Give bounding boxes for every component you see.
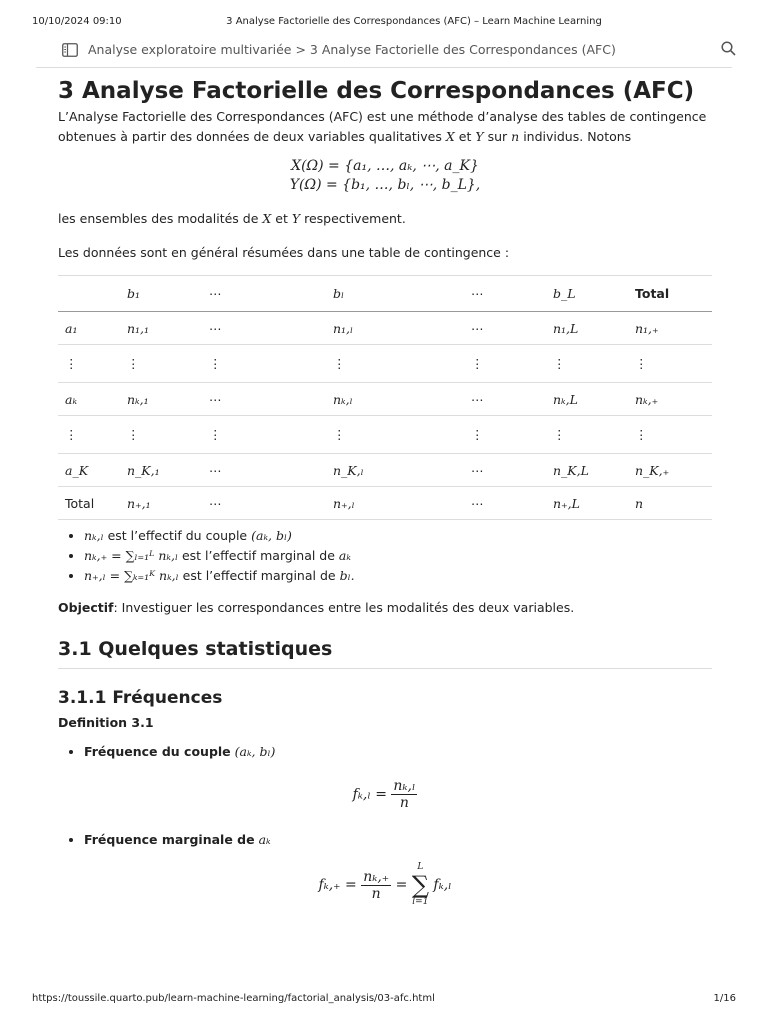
table-cell: ⋮ (58, 345, 120, 383)
table-cell: ⋮ (326, 345, 464, 383)
table-cell: ⋮ (628, 345, 712, 383)
table-cell: ⋮ (120, 345, 202, 383)
table-cell: ⋮ (546, 416, 628, 454)
definition-label: Definition 3.1 (58, 715, 154, 730)
search-icon[interactable] (721, 41, 736, 59)
page-number: 1/16 (713, 993, 736, 1004)
table-cell: ⋯ (202, 454, 326, 487)
table-cell: ⋮ (628, 416, 712, 454)
list-item: • Fréquence du couple (aₖ, bₗ) (84, 742, 712, 762)
equation-supports (58, 157, 712, 195)
summation-symbol: ∑ (411, 871, 429, 899)
table-cell: ⋯ (464, 487, 546, 520)
table-row (58, 345, 712, 383)
table-row (58, 383, 712, 416)
table-cell: ⋮ (326, 416, 464, 454)
table-cell: ⋯ (464, 383, 546, 416)
objectif-text: : Investiguer les correspondances entre les modalités des deux variables. (113, 600, 575, 615)
list-item: • nₖ,ₗ est l’effectif du couple (aₖ, bₗ) (84, 526, 712, 546)
table-cell: ⋯ (464, 312, 546, 345)
table-cell: n₊,₁ (120, 487, 202, 520)
page-title: 3 Analyse Factorielle des Correspondances (AFC) (58, 78, 695, 104)
frequency-list (58, 742, 712, 762)
table-cell: nₖ,ₗ (326, 383, 464, 416)
table-cell: ⋮ (202, 416, 326, 454)
breadcrumb-separator: > (295, 42, 306, 57)
print-title: 3 Analyse Factorielle des Correspondances (AFC) – Learn Machine Learning (226, 16, 602, 27)
table-row (58, 312, 712, 345)
table-cell: n_K,₁ (120, 454, 202, 487)
table-cell: n_K,L (546, 454, 628, 487)
table-cell: Total (58, 487, 120, 520)
table-cell: ⋮ (464, 416, 546, 454)
intro-paragraph: L’Analyse Factorielle des Correspondances (AFC) est une méthode d’analyse des tables de contingence obtenues à partir des données de deux variables qualitatives X et Y sur n individus. Notons (58, 109, 707, 144)
table-cell: ⋮ (120, 416, 202, 454)
list-item: • n₊,ₗ = ∑ₖ₌₁ᴷ nₖ,ₗ est l’effectif marginal de bₗ. (84, 566, 712, 586)
table-intro: Les données sont en général résumées dans une table de contingence : (58, 245, 510, 260)
table-cell: n (628, 487, 712, 520)
table-cell: n₊,L (546, 487, 628, 520)
table-header-cell: Total (628, 276, 712, 312)
table-header-cell (58, 276, 120, 312)
table-cell: nₖ,L (546, 383, 628, 416)
table-cell: nₖ,₊ (628, 383, 712, 416)
table-row (58, 416, 712, 454)
list-item: • Fréquence marginale de aₖ (84, 830, 712, 850)
equation-line-y: Y(Ω) = {b₁, …, bₗ, ⋯, b_L}, (289, 177, 481, 193)
table-cell: a_K (58, 454, 120, 487)
table-cell: ⋯ (202, 312, 326, 345)
sidebar-toggle-icon[interactable] (62, 43, 78, 60)
table-cell: nₖ,₁ (120, 383, 202, 416)
section-heading-3-1: 3.1 Quelques statistiques (58, 638, 712, 669)
list-item: • nₖ,₊ = ∑ₗ₌₁ᴸ nₖ,ₗ est l’effectif marginal de aₖ (84, 546, 712, 566)
table-cell: ⋯ (464, 454, 546, 487)
table-cell: ⋮ (202, 345, 326, 383)
objectif-paragraph (58, 598, 712, 618)
breadcrumb-current[interactable]: 3 Analyse Factorielle des Correspondances (AFC) (309, 42, 616, 57)
table-cell: ⋮ (58, 416, 120, 454)
table-cell: aₖ (58, 383, 120, 416)
table-cell: n₁,ₗ (326, 312, 464, 345)
equation-freq-couple: fₖ,ₗ = $\frac{\text{nₖ,ₗ}}{n}$ (352, 778, 416, 811)
table-cell: n_K,ₗ (326, 454, 464, 487)
objectif-label: Objectif (58, 600, 114, 615)
table-cell: a₁ (58, 312, 120, 345)
table-cell: ⋯ (202, 383, 326, 416)
table-cell: n₊,ₗ (326, 487, 464, 520)
print-date: 10/10/2024 09:10 (32, 16, 122, 27)
article (58, 78, 712, 908)
section-heading-3-1-1: 3.1.1 Fréquences (58, 688, 223, 708)
table-header-cell: b₁ (120, 276, 202, 312)
table-cell: ⋮ (546, 345, 628, 383)
definitions-list (58, 526, 712, 586)
table-header-cell: bₗ (326, 276, 464, 312)
table-cell: n₁,₁ (120, 312, 202, 345)
contingency-table (58, 275, 712, 520)
table-row (58, 487, 712, 520)
breadcrumb-parent-link[interactable]: Analyse exploratoire multivariée (88, 42, 292, 57)
table-cell: n₁,₊ (628, 312, 712, 345)
header-divider (36, 67, 732, 68)
table-row (58, 454, 712, 487)
equation-freq-marginal: fₖ,₊ = $\frac{\text{nₖ,₊}}{n}$ = L ∑ l=1 fₖ,ₗ (318, 862, 452, 907)
breadcrumb (58, 40, 710, 60)
print-url: https://toussile.quarto.pub/learn-machine-learning/factorial_analysis/03-afc.html (32, 993, 435, 1004)
table-header-cell: ⋯ (202, 276, 326, 312)
table-cell: ⋮ (464, 345, 546, 383)
table-cell: ⋯ (202, 487, 326, 520)
table-cell: n₁,L (546, 312, 628, 345)
modalites-paragraph: les ensembles des modalités de X et Y respectivement. (58, 211, 406, 226)
equation-line-x: X(Ω) = {a₁, …, aₖ, ⋯, a_K} (291, 158, 479, 174)
frequency-list-2 (58, 830, 712, 850)
table-header-row (58, 276, 712, 312)
table-cell: n_K,₊ (628, 454, 712, 487)
table-header-cell: b_L (546, 276, 628, 312)
table-header-cell: ⋯ (464, 276, 546, 312)
